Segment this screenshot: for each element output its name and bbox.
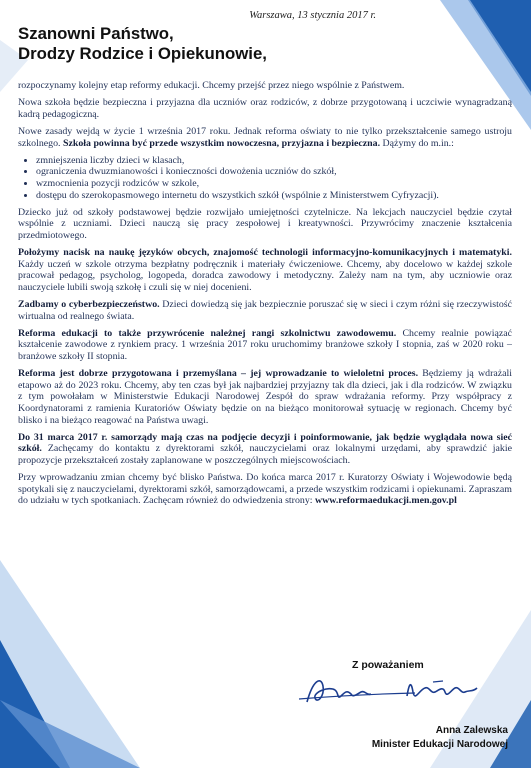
paragraph-new-rules bbox=[18, 126, 512, 149]
deadline-text: Zachęcamy do kontaktu z dyrektorami szkół, nauczycielami oraz lokalnymi urzędami, aby sprawdzić jakie propozycje przekształceń zostały zaplanowane w poszczególnych miejscowościach. bbox=[18, 443, 512, 466]
process-text: Będziemy ją wdrażali etapowo aż do 2023 roku. Chcemy, aby ten czas był jak najbardziej przyjazny tak dla dzieci, jak i dla rodziców. W związku z tym powołałam w Ministerstwie Edukacji Narodowej Zespół do spraw wdrażania reformy. Przy współpracy z Koordynatorami z ramienia Kuratoriów Oświaty będzie on na bieżąco monitorował sytuację w regionach. Chcemy być blisko i na bieżąco reagować na Państwa uwagi. bbox=[18, 368, 512, 426]
languages-text: Każdy uczeń w szkole otrzyma bezpłatny podręcznik i materiały ćwiczeniowe. Chcemy, aby docelowo w każdej szkole pracował pedagog, psycholog, logopeda, doradca zawodowy i metodyczny. Zależy nam na tym, aby uczniowie oraz nauczyciele lubili swoją szkołę i czuli się w niej docenieni. bbox=[18, 258, 512, 293]
greeting bbox=[18, 24, 448, 64]
paragraph-cybersecurity bbox=[18, 299, 512, 322]
new-rules-bold: Szkoła powinna być przede wszystkim nowoczesna, przyjazna i bezpieczna. bbox=[62, 137, 381, 149]
languages-bold: Położymy nacisk na naukę języków obcych, znajomość technologii informacyjno-komunikacyjnych i matematyki. bbox=[18, 247, 512, 259]
new-rules-text: Nowe zasady wejdą w życie 1 września 2017 roku. Jednak reforma oświaty to nie tylko przekształcenie samego ustroju szkolnego. bbox=[18, 125, 512, 149]
goal-item: • ograniczenia dwuzmianowości i konieczności dowożenia uczniów do szkół, bbox=[36, 166, 512, 178]
paragraph-vocational bbox=[18, 328, 512, 363]
process-bold: Reforma jest dobrze przygotowana i przemyślana – jej wprowadzanie to wieloletni proces. bbox=[18, 368, 419, 380]
vocational-bold: Reforma edukacji to także przywrócenie należnej rangi szkolnictwu zawodowemu. bbox=[18, 327, 397, 339]
paragraph-reading: Dziecko już od szkoły podstawowej będzie rozwijało umiejętności czytelnicze. Na lekcjach nauczyciel będzie czytał wspólnie z uczniami. Dzieci nauczą się pracy zespołowej i kreatywności. Przywrócimy znaczenie kształcenia przedmiotowego. bbox=[18, 206, 512, 241]
deadline-bold: Do 31 marca 2017 r. samorządy mają czas na podjęcie decyzji i poinformowanie, jak będzie wyglądała nowa sieć szkół. bbox=[18, 431, 512, 455]
cybersecurity-text: Dzieci dowiedzą się jak bezpiecznie poruszać się w sieci i czym różni się rzeczywistość wirtualna od realnego świata. bbox=[18, 299, 513, 322]
greeting-line-1: Szanowni Państwo, bbox=[18, 24, 174, 43]
website-link[interactable]: www.reformaedukacji.men.gov.pl bbox=[314, 495, 457, 507]
paragraph-intro: rozpoczynamy kolejny etap reformy edukacji. Chcemy przejść przez niego wspólnie z Państwem. bbox=[18, 80, 405, 91]
goal-item: • wzmocnienia pozycji rodziców w szkole, bbox=[36, 178, 512, 190]
paragraph-meetings bbox=[18, 472, 512, 507]
greeting-line-2: Drodzy Rodzice i Opiekunowie, bbox=[18, 44, 267, 63]
new-rules-tail: Dążymy do m.in.: bbox=[380, 137, 454, 149]
signer-block bbox=[372, 724, 508, 751]
goals-list bbox=[18, 155, 512, 201]
letter-date: Warszawa, 13 stycznia 2017 r. bbox=[249, 10, 376, 21]
goal-item: • dostępu do szerokopasmowego internetu do wszystkich szkół (wspólnie z Ministerstwem Cyfryzacji). bbox=[36, 190, 512, 202]
paragraph-process bbox=[18, 368, 512, 426]
letter-body bbox=[18, 80, 512, 513]
meetings-text: Przy wprowadzaniu zmian chcemy być blisko Państwa. Do końca marca 2017 r. Kuratorzy Oświaty i Wojewodowie będą spotykali się z nauczycielami, dyrektorami szkół, samorządowcami, a przede wszystkim rodzicami i opiekunami. Zapraszam do udziału w tych spotkaniach. Zachęcam również do odwiedzenia strony: bbox=[18, 472, 512, 507]
vocational-text: Chcemy realnie powiązać kształcenie zawodowe z rynkiem pracy. 1 września 2017 roku uruchomimy branżowe szkoły I stopnia, zaś w 2020 roku – branżowe szkoły II stopnia. bbox=[18, 327, 512, 363]
signer-name: Anna Zalewska bbox=[435, 725, 508, 736]
paragraph-languages bbox=[18, 247, 512, 293]
paragraph-deadline bbox=[18, 432, 512, 467]
cybersecurity-bold: Zadbamy o cyberbezpieczeństwo. bbox=[18, 299, 160, 311]
handwritten-signature bbox=[295, 672, 495, 712]
goal-item: • zmniejszenia liczby dzieci w klasach, bbox=[36, 155, 512, 167]
closing-phrase: Z poważaniem bbox=[352, 659, 424, 671]
signer-title: Minister Edukacji Narodowej bbox=[371, 738, 508, 750]
paragraph-safe-school: Nowa szkoła będzie bezpieczna i przyjazna dla uczniów oraz rodziców, z dobrze przygotowaną i uczciwie wynagradzaną kadrą pedagogiczną. bbox=[18, 97, 512, 120]
